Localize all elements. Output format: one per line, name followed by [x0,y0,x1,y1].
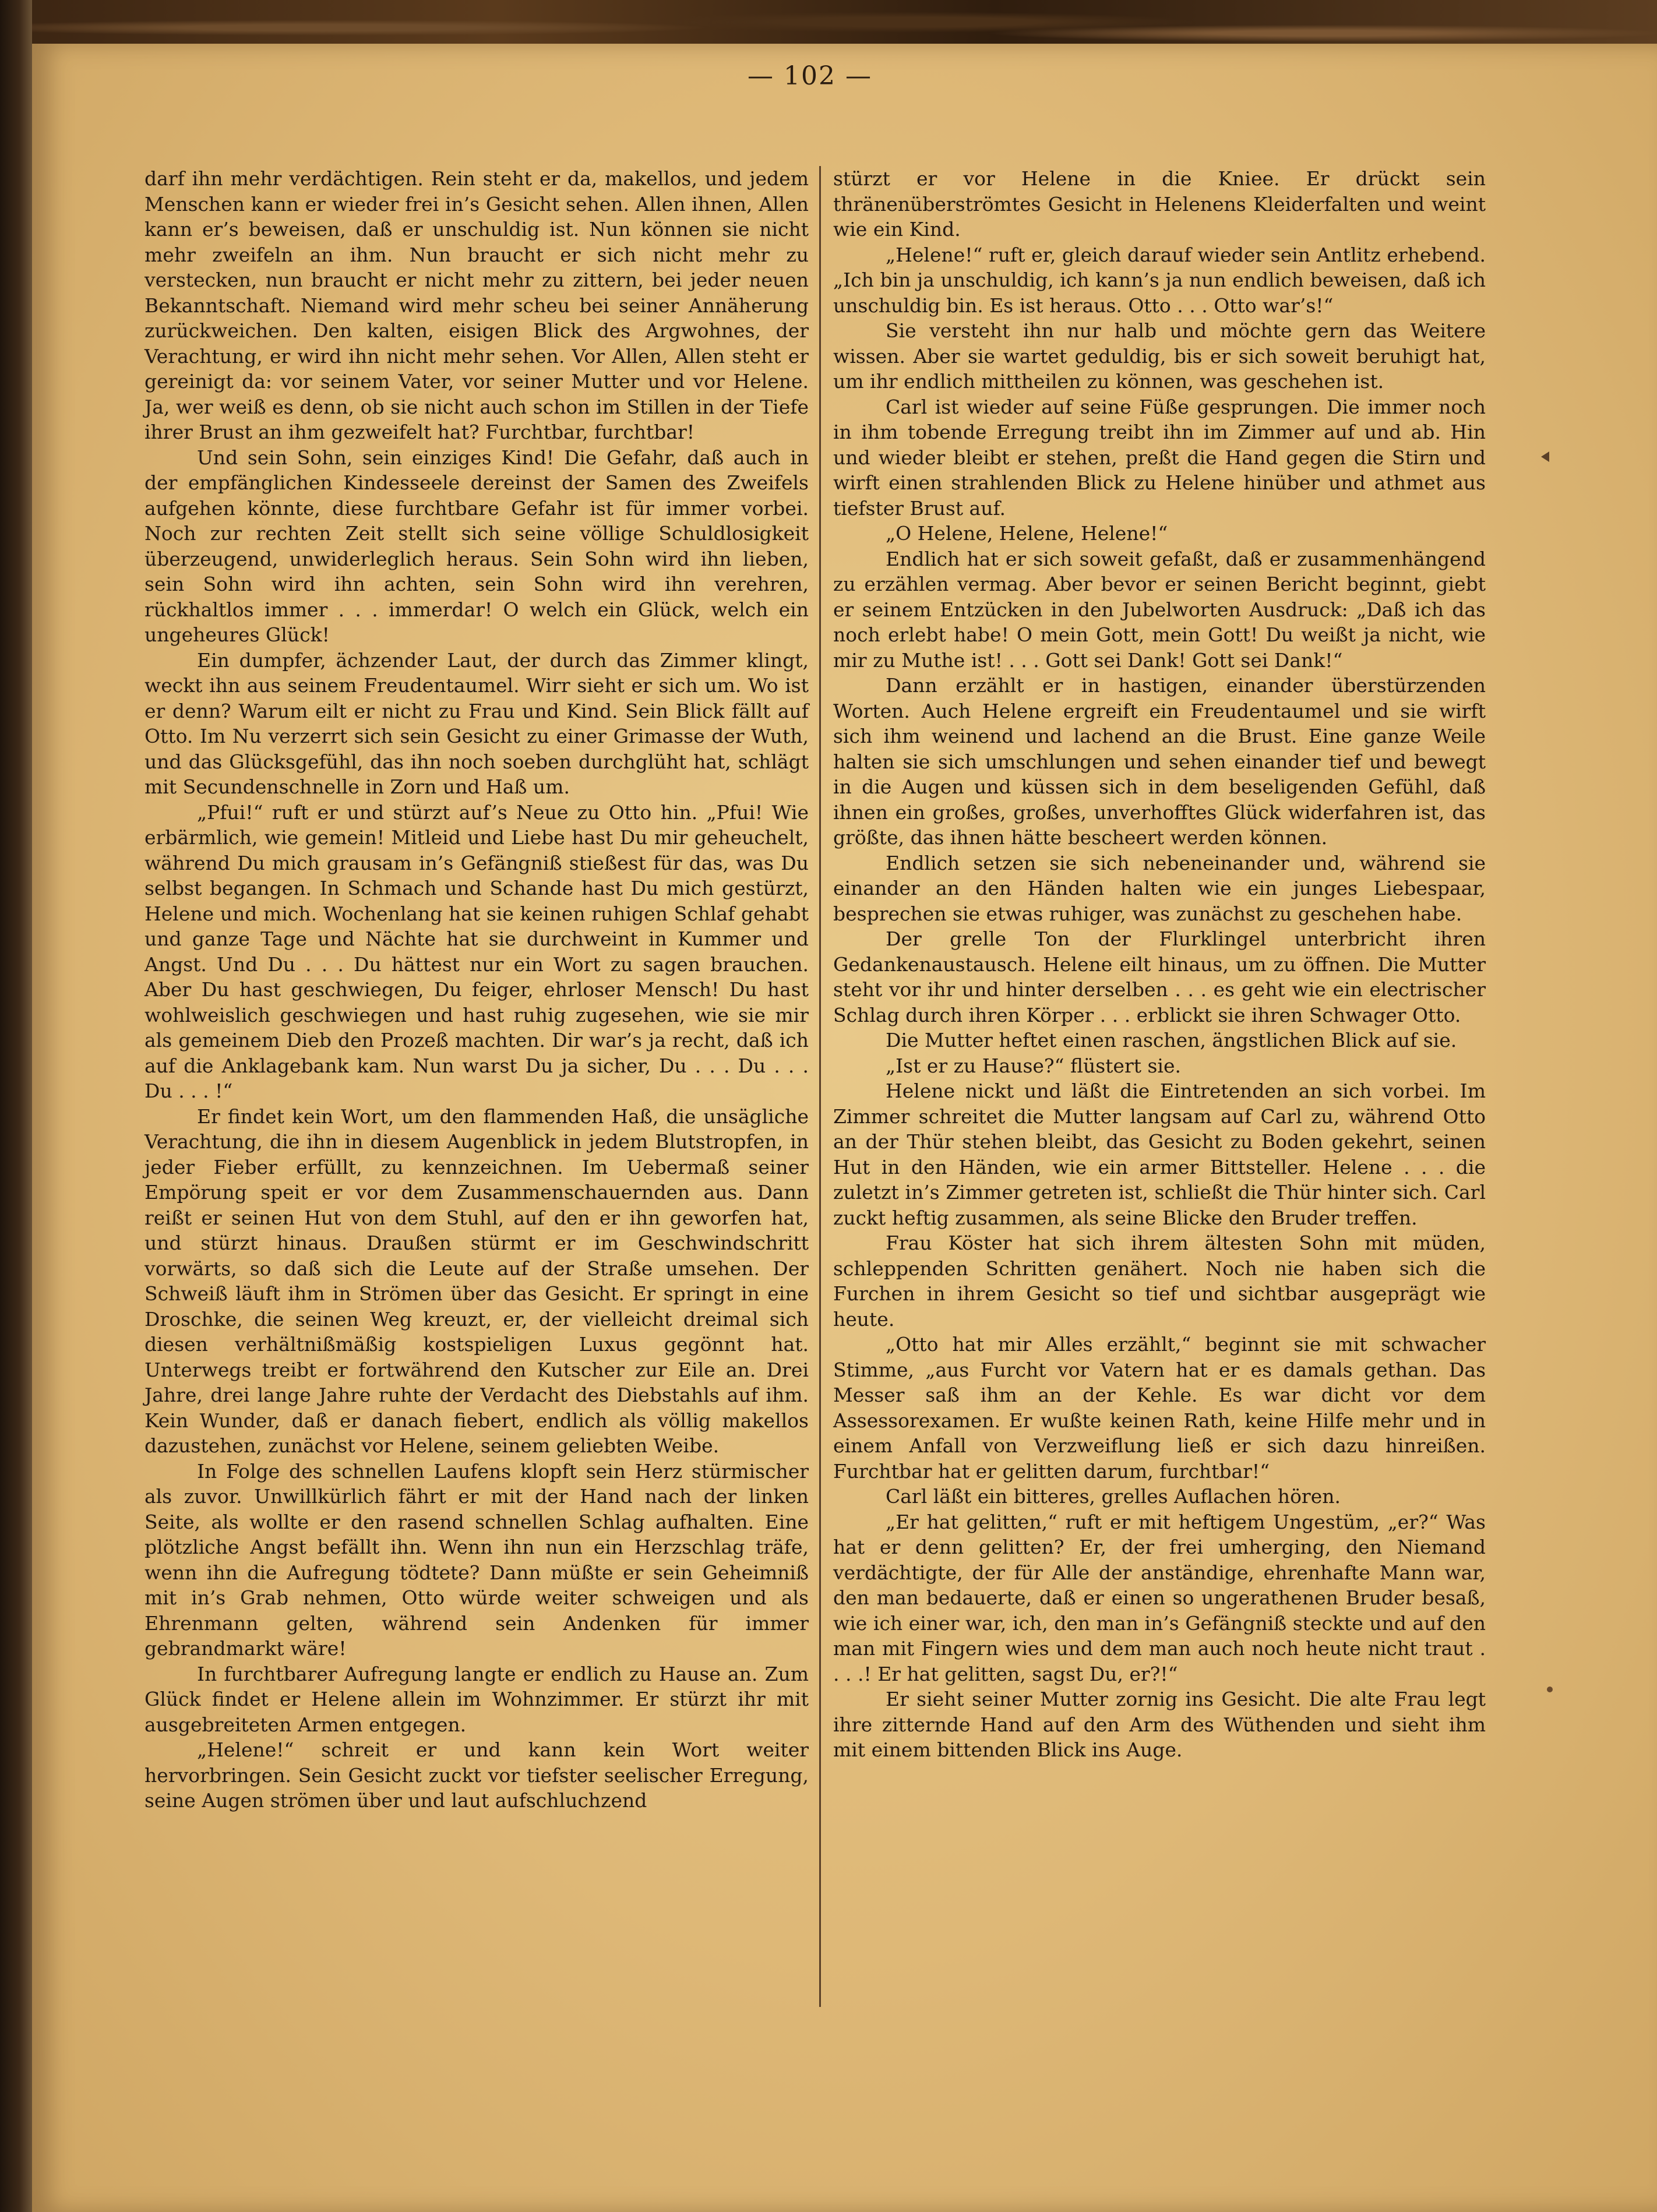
paragraph: Carl läßt ein bitteres, grelles Auflachen hören. [886,1485,1341,1508]
paragraph: „Er hat gelitten,“ ruft er mit heftigem Ungestüm, „er?“ Was hat er denn gelitten? Er, der frei umherging, den Niemand verdächtigte, der für Alle der anständige, ehrenhafte Mann war, den man bedauerte, daß er einen so ungerathenen Bruder besaß, wie ich einer war, ich, den man in’s Gefängniß steckte und auf den man mit Fingern wies und dem man auch noch heute nicht traut . . . .! Er hat gelitten, sagst Du, er?!“ [833,1510,1486,1685]
margin-arrow-mark [1541,451,1549,462]
paragraph: Und sein Sohn, sein einziges Kind! Die Gefahr, daß auch in der empfänglichen Kindesseele dereinst der Samen des Zweifels aufgehen könnte, diese furchtbare Gefahr ist für immer vorbei. Noch zur rechten Zeit stellt sich seine völlige Schuldlosigkeit überzeugend, unwiderleglich heraus. Sein Sohn wird ihn lieben, sein Sohn wird ihn achten, sein Sohn wird ihn verehren, rückhaltlos immer . . . immerdar! O welch ein Glück, welch ein ungeheures Glück! [144,446,809,646]
page-number: — 102 — [748,61,872,91]
text-column-right [833,166,1486,1763]
paragraph: Endlich setzen sie sich nebeneinander und, während sie einander an den Händen halten wie ein junges Liebespaar, besprechen sie etwas ruhiger, was zunächst zu geschehen habe. [833,851,1486,925]
paragraph: Sie versteht ihn nur halb und möchte gern das Weitere wissen. Aber sie wartet geduldig, bis er sich soweit beruhigt hat, um ihr endlich mittheilen zu können, was geschehen ist. [833,319,1486,393]
paragraph: „Otto hat mir Alles erzählt,“ beginnt sie mit schwacher Stimme, „aus Furcht vor Vatern hat er es damals gethan. Das Messer saß ihm an der Kehle. Es war dicht vor dem Assessorexamen. Er wußte keinen Rath, keine Hilfe mehr und in einem Anfall von Verzweiflung ließ er sich dazu hinreißen. Furchtbar hat er gelitten darum, furchtbar!“ [833,1333,1486,1483]
paragraph: Er findet kein Wort, um den flammenden Haß, die unsägliche Verachtung, die ihn in diesem Augenblick in jedem Blutstropfen, in jeder Fieber erfüllt, zu kennzeichnen. Im Uebermaß seiner Empörung speit er vor dem Zusammenschauernden aus. Dann reißt er seinen Hut von dem Stuhl, auf den er ihn geworfen hat, und stürzt hinaus. Draußen stürmt er im Geschwindschritt vorwärts, so daß sich die Leute auf der Straße umsehen. Der Schweiß läuft ihm in Strömen über das Gesicht. Er springt in eine Droschke, die seinen Weg kreuzt, er, der vielleicht dreimal sich diesen verhältnißmäßig kostspieligen Luxus gegönnt hat. Unterwegs treibt er fortwährend den Kutscher zur Eile an. Drei Jahre, drei lange Jahre ruhte der Verdacht des Diebstahls auf ihm. Kein Wunder, daß er danach fiebert, endlich als völlig makellos dazustehen, zunächst vor Helene, seinem geliebten Weibe. [144,1105,809,1457]
paragraph: Carl ist wieder auf seine Füße gesprungen. Die immer noch in ihm tobende Erregung treibt ihn im Zimmer auf und ab. Hin und wieder bleibt er stehen, preßt die Hand gegen die Stirn und wirft einen strahlenden Blick zu Helene hinüber und athmet aus tiefster Brust auf. [833,395,1486,520]
column-divider [819,166,821,2007]
paragraph: „Ist er zu Hause?“ flüstert sie. [886,1054,1181,1077]
paragraph: Endlich hat er sich soweit gefaßt, daß er zusammenhängend zu erzählen vermag. Aber bevor er seinen Bericht beginnt, giebt er seinem Entzücken in den Jubelworten Ausdruck: „Daß ich das noch erlebt habe! O mein Gott, mein Gott! Du weißt ja nicht, wie mir zu Muthe ist! . . . Gott sei Dank! Gott sei Dank!“ [833,547,1486,672]
paragraph: In furchtbarer Aufregung langte er endlich zu Hause an. Zum Glück findet er Helene allein im Wohnzimmer. Er stürzt ihr mit ausgebreiteten Armen entgegen. [144,1662,809,1736]
paragraph: Frau Köster hat sich ihrem ältesten Sohn mit müden, schleppenden Schritten genähert. Noch nie haben sich die Furchen in ihrem Gesicht so tief und sichtbar ausgeprägt wie heute. [833,1232,1486,1331]
text-column-left [144,166,809,1814]
paragraph: „O Helene, Helene, Helene!“ [886,522,1168,545]
paragraph: Die Mutter heftet einen raschen, ängstlichen Blick auf sie. [886,1029,1457,1052]
paragraph: Ein dumpfer, ächzender Laut, der durch das Zimmer klingt, weckt ihn aus seinem Freudentaumel. Wirr sieht er sich um. Wo ist er denn? Warum eilt er nicht zu Frau und Kind. Sein Blick fällt auf Otto. Im Nu verzerrt sich sein Gesicht zu einer Grimasse der Wuth, und das Glücksgefühl, das ihn noch soeben durchglüht hat, schlägt mit Secundenschnelle in Zorn und Haß um. [144,648,809,798]
paragraph: „Pfui!“ ruft er und stürzt auf’s Neue zu Otto hin. „Pfui! Wie erbärmlich, wie gemein! Mitleid und Liebe hast Du mir geheuchelt, während Du mich grausam in’s Gefängniß stießest für das, was Du selbst begangen. In Schmach und Schande hast Du mich gestürzt, Helene und mich. Wochenlang hat sie keinen ruhigen Schlaf gehabt und ganze Tage und Nächte hat sie durchweint in Kummer und Angst. Und Du . . . Du hättest nur ein Wort zu sagen brauchen. Aber Du hast geschwiegen, Du feiger, ehrloser Mensch! Du hast wohlweislich geschwiegen und hast ruhig zugesehen, wie sie mir als gemeinem Dieb den Prozeß machten. Dir war’s ja recht, daß ich auf die Anklagebank kam. Nun warst Du ja sicher, Du . . . Du . . . Du . . . !“ [144,800,809,1102]
paragraph: Dann erzählt er in hastigen, einander überstürzenden Worten. Auch Helene ergreift ein Freudentaumel und sie wirft sich ihm weinend und lachend an die Brust. Eine ganze Weile halten sie sich umschlungen und sehen einander tief und bewegt in die Augen und küssen sich in dem beseligenden Gefühl, daß ihnen ein großes, großes, unverhofftes Glück widerfahren ist, das größte, das ihnen hätte bescheert werden können. [833,674,1486,849]
paragraph: stürzt er vor Helene in die Kniee. Er drückt sein thränenüberströmtes Gesicht in Helenens Kleiderfalten und weint wie ein Kind. [833,167,1486,241]
paragraph: darf ihn mehr verdächtigen. Rein steht er da, makellos, und jedem Menschen kann er wieder frei in’s Gesicht sehen. Allen ihnen, Allen kann er’s beweisen, daß er unschuldig ist. Nun können sie nicht mehr zweifeln an ihm. Nun braucht er sich nicht mehr zu verstecken, nun braucht er nicht mehr zu zittern, bei jeder neuen Bekanntschaft. Niemand wird mehr scheu bei seiner Annäherung zurückweichen. Den kalten, eisigen Blick des Argwohnes, der Verachtung, er wird ihn nicht mehr sehen. Vor Allen, Allen steht er gereinigt da: vor seinem Vater, vor seiner Mutter und vor Helene. Ja, wer weiß es denn, ob sie nicht auch schon im Stillen in der Tiefe ihrer Brust an ihm gezweifelt hat? Furchtbar, furchtbar! [144,167,809,443]
book-binding-edge [0,0,32,2212]
paragraph: „Helene!“ ruft er, gleich darauf wieder sein Antlitz erhebend. „Ich bin ja unschuldig, ich kann’s ja nun endlich beweisen, daß ich unschuldig bin. Es ist heraus. Otto . . . Otto war’s!“ [833,243,1486,317]
paragraph: Helene nickt und läßt die Eintretenden an sich vorbei. Im Zimmer schreitet die Mutter langsam auf Carl zu, während Otto an der Thür stehen bleibt, das Gesicht zu Boden gekehrt, seinen Hut in den Händen, wie ein armer Bittsteller. Helene . . . die zuletzt in’s Zimmer getreten ist, schließt die Thür hinter sich. Carl zuckt heftig zusammen, als seine Blicke den Bruder treffen. [833,1079,1486,1229]
margin-dot-mark [1547,1687,1553,1692]
paragraph: In Folge des schnellen Laufens klopft sein Herz stürmischer als zuvor. Unwillkürlich fährt er mit der Hand nach der linken Seite, als wollte er den rasend schnellen Schlag aufhalten. Eine plötzliche Angst befällt ihn. Wenn ihn nun ein Herzschlag träfe, wenn ihn die Aufregung tödtete? Dann müßte er sein Geheimniß mit in’s Grab nehmen, Otto würde weiter schweigen und als Ehrenmann gelten, während sein Andenken für immer gebrandmarkt wäre! [144,1459,809,1660]
paragraph: Der grelle Ton der Flurklingel unterbricht ihren Gedankenaustausch. Helene eilt hinaus, um zu öffnen. Die Mutter steht vor ihr und hinter derselben . . . es geht wie ein electrischer Schlag durch ihren Körper . . . erblickt sie ihren Schwager Otto. [833,927,1486,1026]
paragraph: „Helene!“ schreit er und kann kein Wort weiter hervorbringen. Sein Gesicht zuckt vor tiefster seelischer Erregung, seine Augen strömen über und laut aufschluchzend [144,1738,809,1812]
paragraph: Er sieht seiner Mutter zornig ins Gesicht. Die alte Frau legt ihre zitternde Hand auf den Arm des Wüthenden und sieht ihm mit einem bittenden Blick ins Auge. [833,1688,1486,1761]
